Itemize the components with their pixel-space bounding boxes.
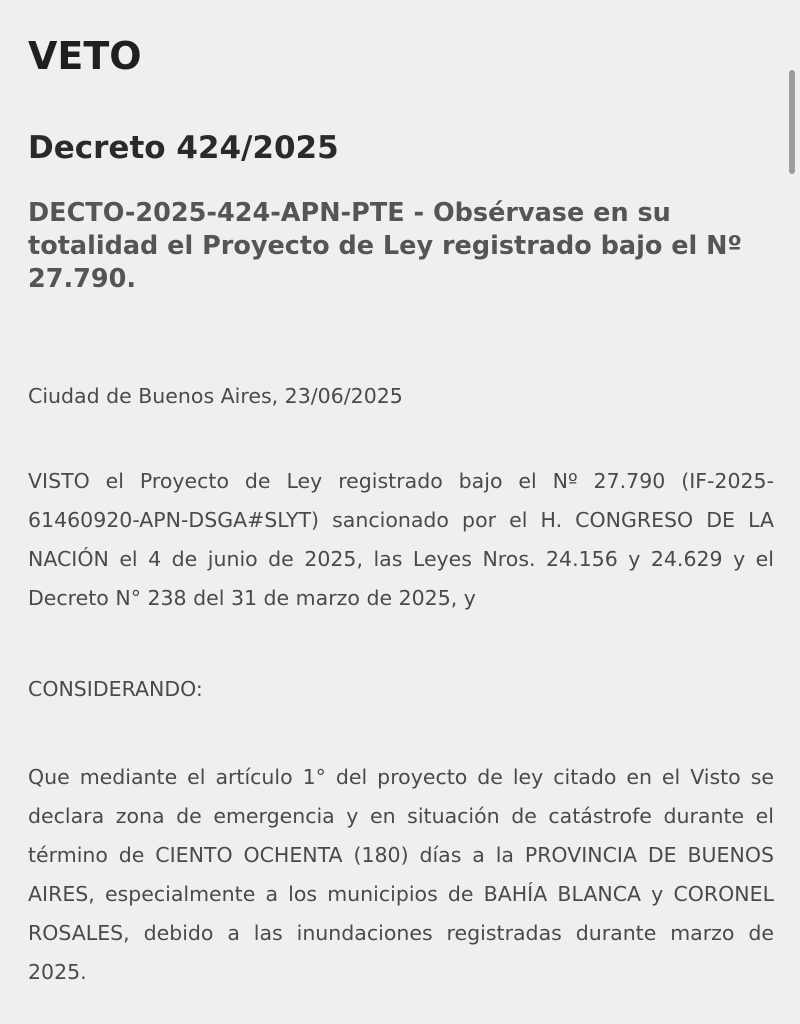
- visto-paragraph: VISTO el Proyecto de Ley registrado bajo el Nº 27.790 (IF-2025-61460920-APN-DSGA#SLYT) sancionado por el H. CONGRESO DE LA NACIÓN el 4 de junio de 2025, las Leyes Nros. 24.156 y 24.629 y el Decreto N° 238 del 31 de marzo de 2025, y: [28, 469, 774, 610]
- place-date: Ciudad de Buenos Aires, 23/06/2025: [28, 384, 403, 408]
- considerando-heading: CONSIDERANDO:: [28, 677, 203, 701]
- decree-summary: DECTO-2025-424-APN-PTE - Obsérvase en su totalidad el Proyecto de Ley registrado bajo el Nº 27.790.: [28, 198, 742, 294]
- scrollbar-thumb[interactable]: [789, 70, 795, 174]
- decree-number: Decreto 424/2025: [28, 130, 339, 166]
- section-title: VETO: [28, 34, 142, 78]
- considerando-paragraph: Que mediante el artículo 1° del proyecto de ley citado en el Visto se declara zona de emergencia y en situación de catástrofe durante el término de CIENTO OCHENTA (180) días a la PROVINCIA DE BUENOS AIRES, especialmente a los municipios de BAHÍA BLANCA y CORONEL ROSALES, debido a las inundaciones registradas durante marzo de 2025.: [28, 765, 774, 984]
